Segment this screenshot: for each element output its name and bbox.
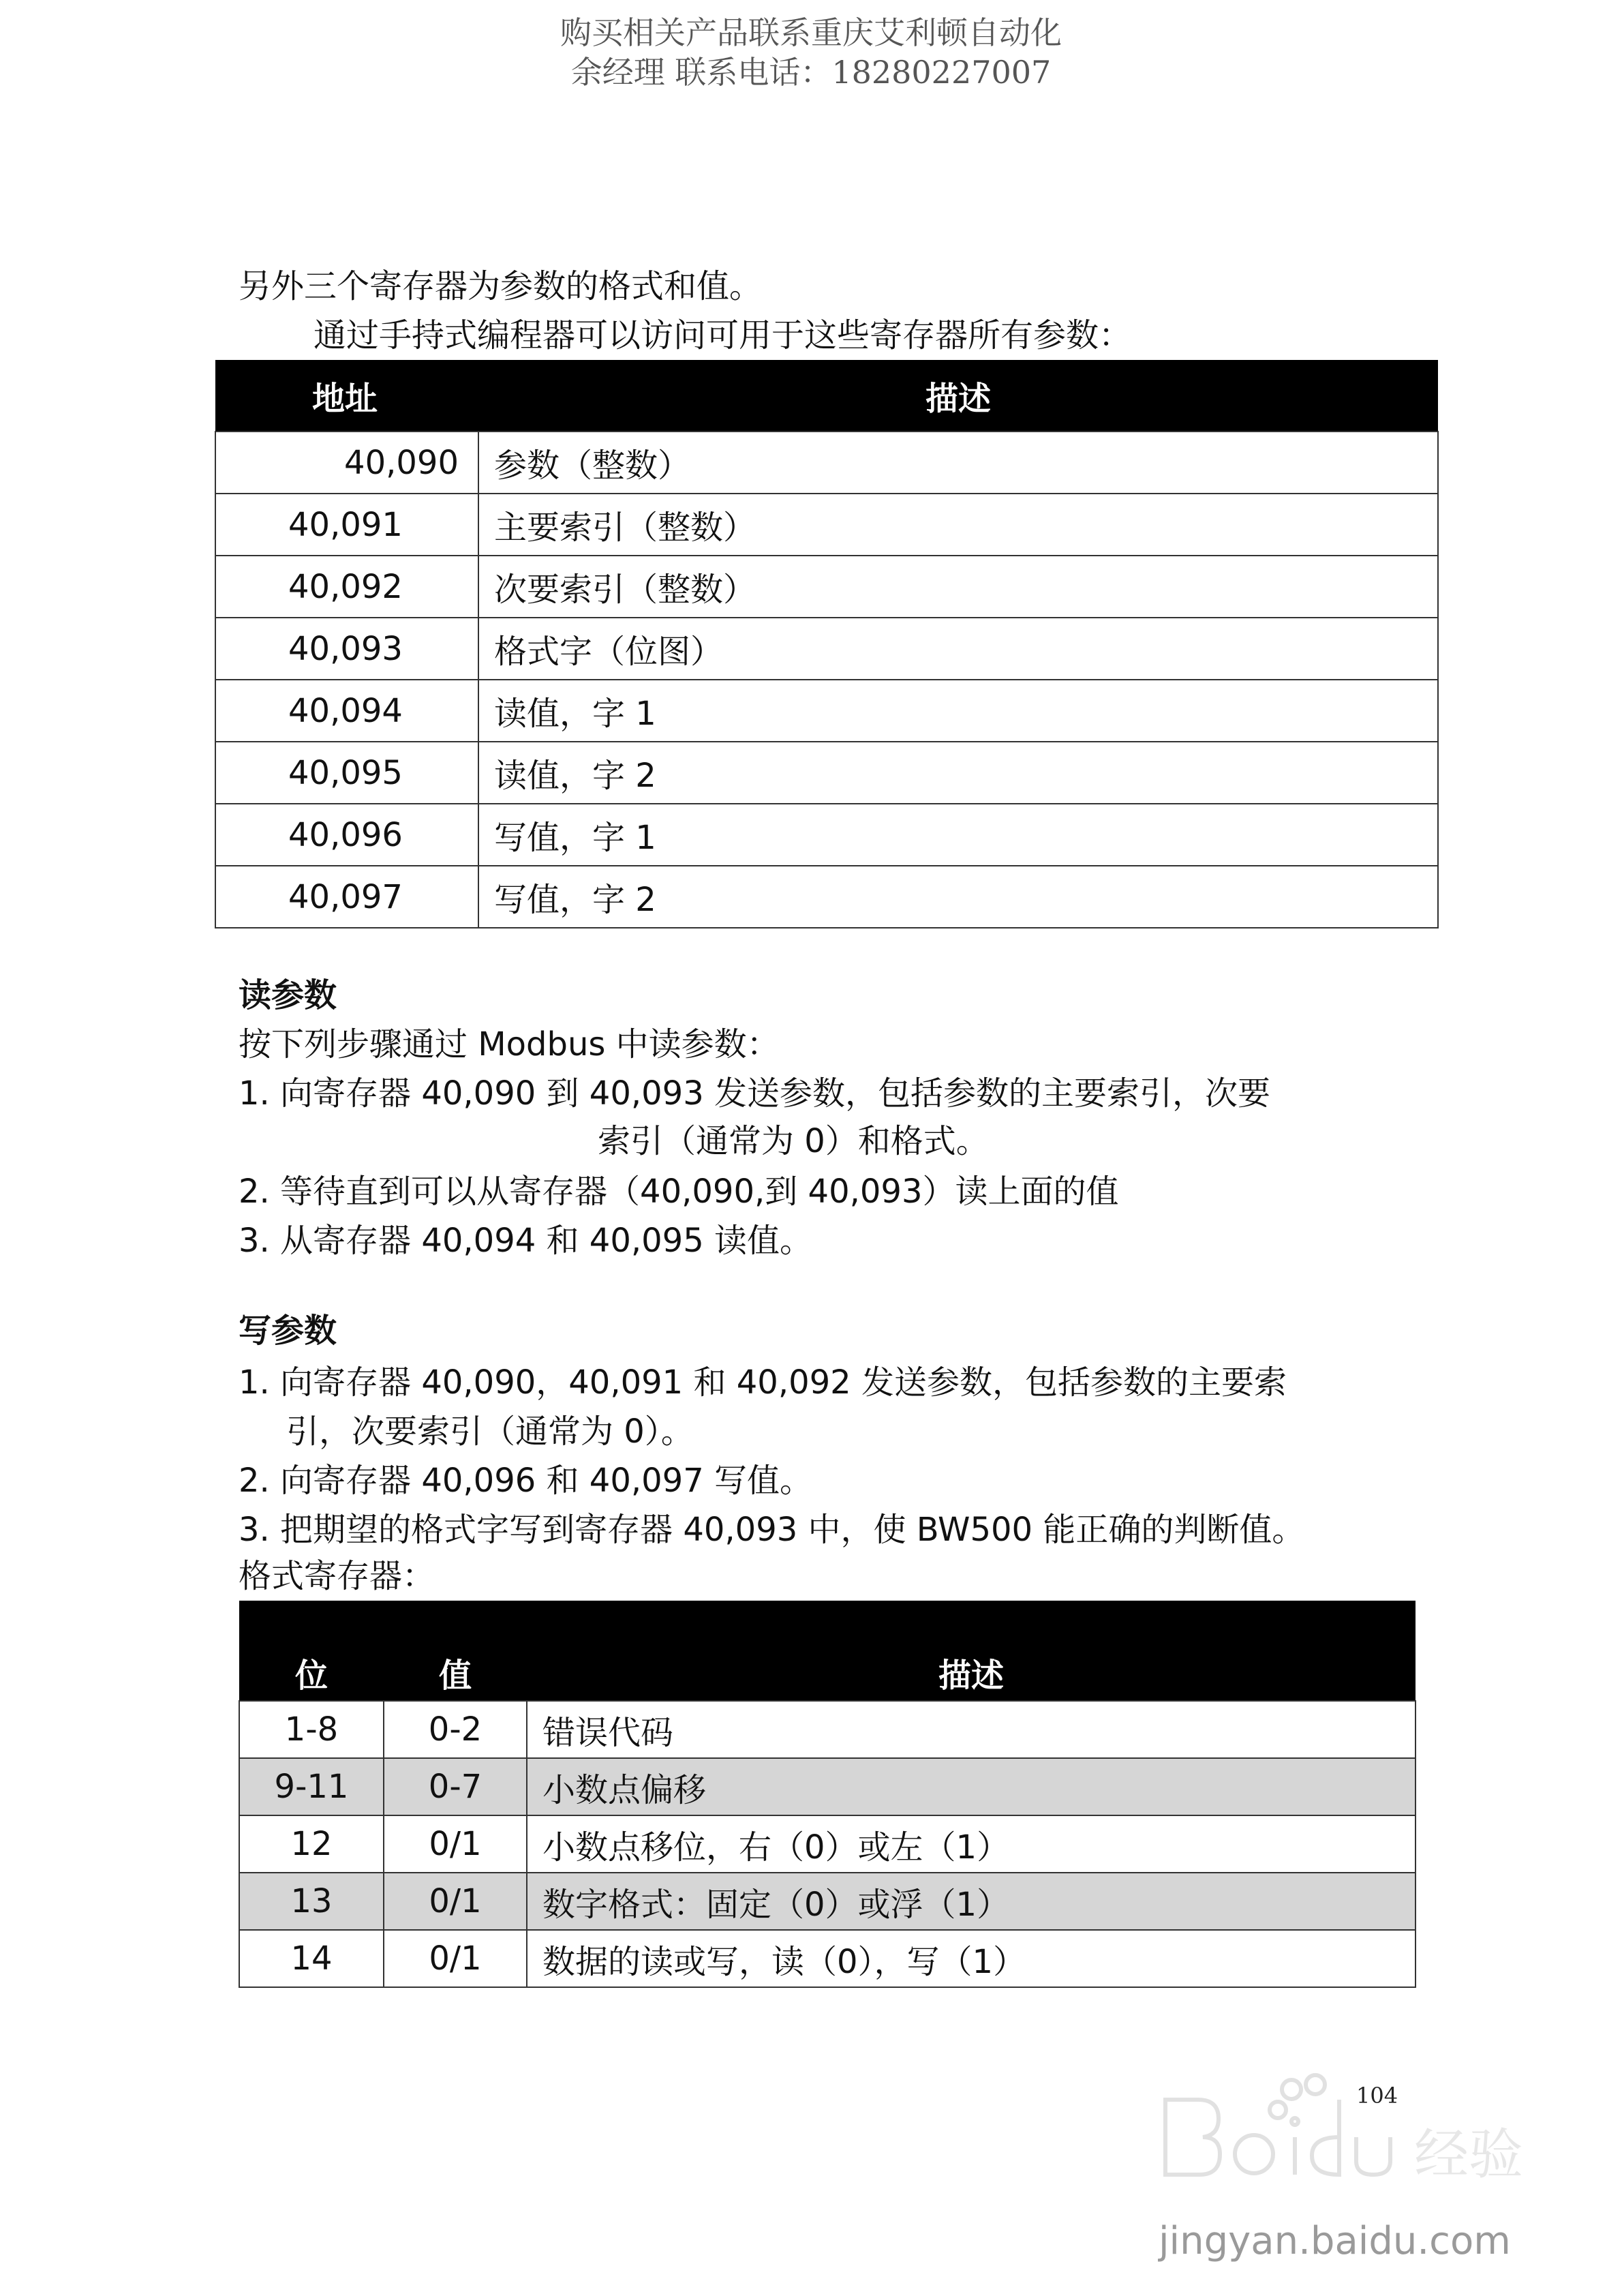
header-contact-line-2: 余经理 联系电话：18280227007 [570,54,1052,91]
description-cell: 写值，字 1 [478,804,1438,866]
value-cell: 0-2 [384,1701,527,1758]
header-address: 地址 [215,360,478,432]
watermark-url: jingyan.baidu.com [1159,2219,1511,2263]
description-cell: 数据的读或写，读（0），写（1） [527,1930,1416,1987]
description-cell: 写值，字 2 [478,866,1438,928]
value-cell: 0/1 [384,1930,527,1987]
description-cell: 参数（整数） [478,432,1438,494]
write-step-1a: 1. 向寄存器 40,090，40,091 和 40,092 发送参数，包括参数的主要索 [239,1363,1287,1402]
table-row [239,1815,1416,1873]
read-section-title: 读参数 [239,976,337,1014]
read-step-1a: 1. 向寄存器 40,090 到 40,093 发送参数，包括参数的主要索引，次要 [239,1074,1270,1113]
bit-cell: 1-8 [239,1701,384,1758]
address-cell: 40,096 [215,804,478,866]
table-header-row [215,360,1438,432]
address-cell: 40,094 [215,680,478,742]
table-row [215,494,1438,556]
header-bit: 位 [239,1601,384,1701]
write-step-2: 2. 向寄存器 40,096 和 40,097 写值。 [239,1462,812,1500]
read-intro: 按下列步骤通过 Modbus 中读参数： [239,1025,780,1063]
table-row [215,618,1438,680]
description-cell: 次要索引（整数） [478,556,1438,618]
format-register-label: 格式寄存器： [239,1557,435,1595]
register-address-table [215,360,1439,928]
table-row [215,804,1438,866]
table-row [239,1758,1416,1815]
description-cell: 错误代码 [527,1701,1416,1758]
bit-cell: 14 [239,1930,384,1987]
table-row [239,1873,1416,1930]
description-cell: 小数点移位，右（0）或左（1） [527,1815,1416,1873]
table-row [215,432,1438,494]
table-row [215,742,1438,804]
description-cell: 读值，字 2 [478,742,1438,804]
description-cell: 小数点偏移 [527,1758,1416,1815]
bit-cell: 12 [239,1815,384,1873]
description-cell: 主要索引（整数） [478,494,1438,556]
table-row [239,1701,1416,1758]
write-step-1b: 引，次要索引（通常为 0）。 [286,1413,694,1451]
address-cell: 40,097 [215,866,478,928]
svg-text:经验: 经验 [1414,2123,1523,2186]
write-section-title: 写参数 [239,1312,337,1350]
address-cell: 40,095 [215,742,478,804]
intro-line-2: 通过手持式编程器可以访问可用于这些寄存器所有参数： [313,316,1132,354]
address-cell: 40,092 [215,556,478,618]
header-value: 值 [384,1601,527,1701]
read-step-3: 3. 从寄存器 40,094 和 40,095 读值。 [239,1222,812,1260]
value-cell: 0-7 [384,1758,527,1815]
write-step-3: 3. 把期望的格式字写到寄存器 40,093 中，使 BW500 能正确的判断值。 [239,1511,1305,1549]
table-header-row [239,1601,1416,1701]
page-number: 104 [1356,2083,1398,2109]
format-register-table [239,1601,1416,1988]
intro-line-1: 另外三个寄存器为参数的格式和值。 [239,267,763,305]
table-row [239,1930,1416,1987]
read-step-2: 2. 等待直到可以从寄存器（40,090,到 40,093）读上面的值 [239,1173,1119,1211]
address-cell: 40,091 [215,494,478,556]
table-row [215,556,1438,618]
header-description: 描述 [478,360,1438,432]
value-cell: 0/1 [384,1815,527,1873]
bit-cell: 13 [239,1873,384,1930]
description-cell: 格式字（位图） [478,618,1438,680]
value-cell: 0/1 [384,1873,527,1930]
address-cell: 40,093 [215,618,478,680]
table-row [215,866,1438,928]
header-description: 描述 [527,1601,1416,1701]
header-contact-line-1: 购买相关产品联系重庆艾利顿自动化 [560,14,1062,51]
table-row [215,680,1438,742]
read-step-1b: 索引（通常为 0）和格式。 [598,1122,989,1160]
bit-cell: 9-11 [239,1758,384,1815]
description-cell: 数字格式：固定（0）或浮（1） [527,1873,1416,1930]
description-cell: 读值，字 1 [478,680,1438,742]
address-cell: 40,090 [215,432,478,494]
